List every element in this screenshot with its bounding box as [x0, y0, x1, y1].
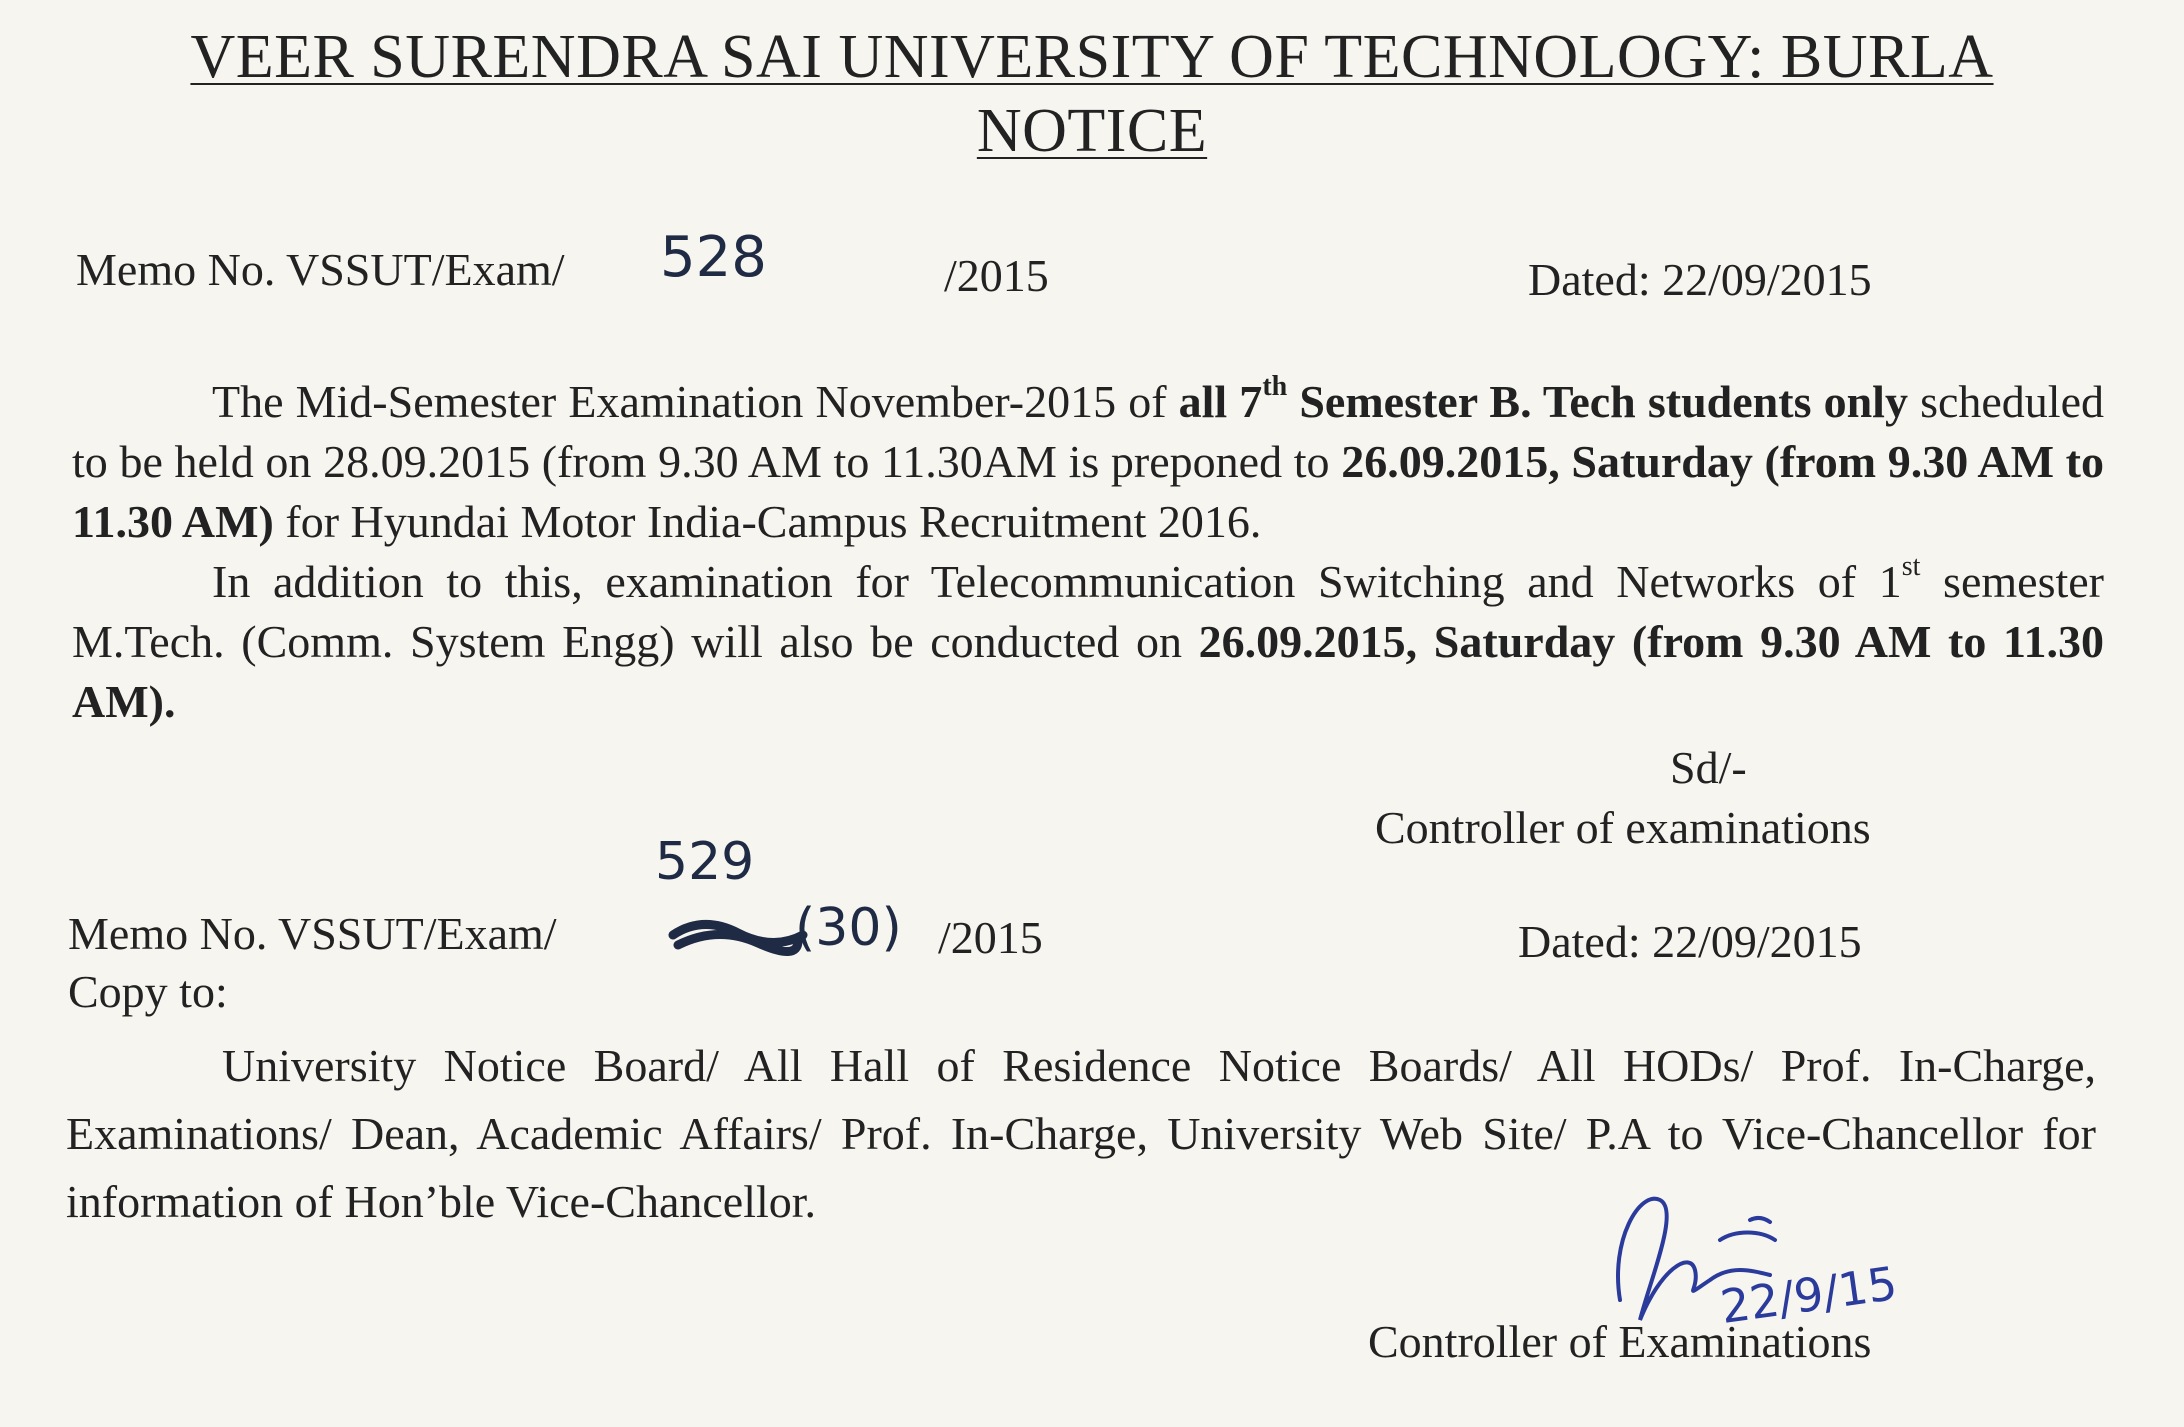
sd-mark: Sd/- [1670, 742, 1747, 793]
university-title: VEER SURENDRA SAI UNIVERSITY OF TECHNOLOGY: BURLA [190, 23, 1994, 91]
memo2-handwritten-number: 529 [655, 832, 755, 892]
memo1-date: Dated: 22/09/2015 [1528, 254, 1872, 305]
struck-out-number-mark [668, 905, 808, 965]
memo1-handwritten-number: 528 [660, 225, 767, 290]
memo2-date: Dated: 22/09/2015 [1518, 916, 1862, 967]
memo2-year: /2015 [938, 912, 1043, 963]
distribution-list: University Notice Board/ All Hall of Residence Notice Boards/ All HODs/ Prof. In-Charge, Examinations/ Dean, Academic Affairs/ Prof. In-Charge, University Web Site/ P.A to Vice-Chancellor for information of Hon’ble Vice-Chancellor. [66, 1040, 2096, 1227]
controller-title-1: Controller of examinations [1375, 802, 1871, 853]
memo2-handwritten-bracket: (30) [795, 898, 902, 958]
body-paragraph-1: The Mid-Semester Examination November-2015 of all 7th Semester B. Tech students only scheduled to be held on 28.09.2015 (from 9.30 AM to 11.30AM is preponed to 26.09.2015, Saturday (from 9.30 AM to 11.30 AM) for Hyundai Motor India-Campus Recruitment 2016. [72, 371, 2105, 547]
memo1-prefix: Memo No. VSSUT/Exam/ [76, 244, 565, 295]
signature-date: 22/9/15 [1717, 1255, 1901, 1335]
body-paragraph-2: In addition to this, examination for Telecommunication Switching and Networks of 1st semester M.Tech. (Comm. System Engg) will also be conducted on 26.09.2015, Saturday (from 9.30 AM to 11.30 AM). [72, 551, 2104, 727]
notice-heading: NOTICE [976, 97, 1208, 165]
copy-to-label: Copy to: [68, 966, 228, 1017]
memo1-year: /2015 [944, 250, 1049, 301]
controller-title-2: Controller of Examinations [1368, 1316, 1872, 1367]
memo2-prefix: Memo No. VSSUT/Exam/ [68, 908, 557, 959]
